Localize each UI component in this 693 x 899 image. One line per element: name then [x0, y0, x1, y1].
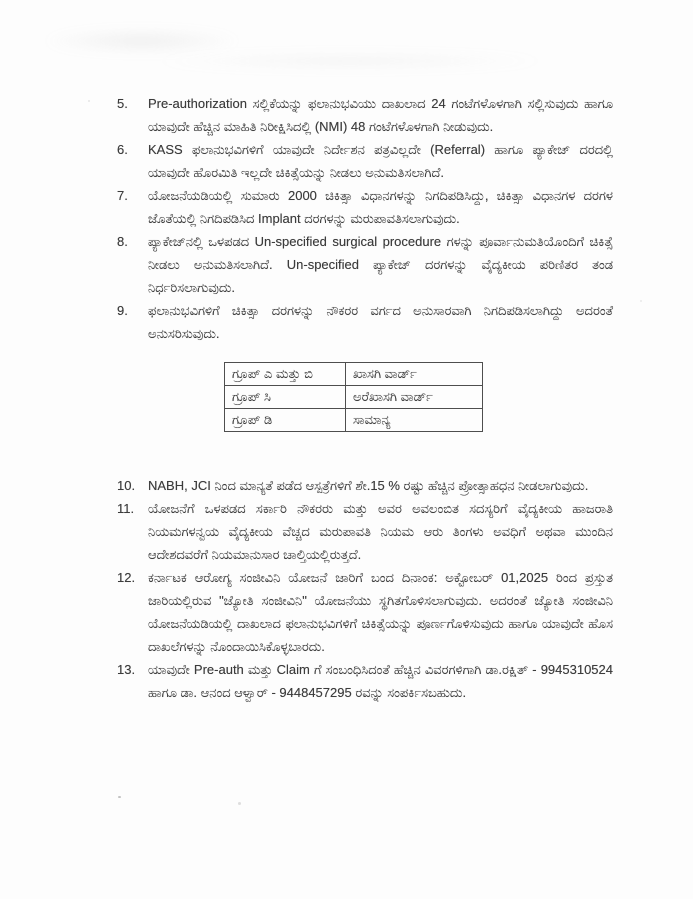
- item-text: ಯಾವುದೇ Pre-auth ಮತ್ತು Claim ಗೆ ಸಂಬಂಧಿಸಿದಂತೆ ಹೆಚ್ಚಿನ ವಿವರಗಳಿಗಾಗಿ ಡಾ.ರಕ್ಷಿತ್ - 9945310524 ಹಾಗೂ ಡಾ. ಆನಂದ ಆಳ್ವಾರ್ - 9448457295 ರವನ್ನು ಸಂಪರ್ಕಿಸಬಹುದು.: [148, 662, 613, 700]
- item-text: ಕರ್ನಾಟಕ ಆರೋಗ್ಯ ಸಂಜೀವಿನಿ ಯೋಜನೆ ಜಾರಿಗೆ ಬಂದ ದಿನಾಂಕ: ಅಕ್ಟೋಬರ್ 01,2025 ರಿಂದ ಪ್ರಸ್ತುತ ಜಾರಿಯಲ್ಲಿರುವ "ಜ್ಯೋತಿ ಸಂಜೀವಿನಿ" ಯೋಜನೆಯು ಸ್ಥಗಿತಗೊಳಿಸಲಾಗುವುದು. ಅದರಂತೆ ಜ್ಯೋತಿ ಸಂಜೀವಿನಿ ಯೋಜನೆಯಡಿಯಲ್ಲಿ ದಾಖಲಾದ ಫಲಾನುಭವಿಗಳಿಗೆ ಚಿಕಿತ್ಸೆಯನ್ನು ಪೂರ್ಣಗೊಳಿಸುವುದು ಹಾಗೂ ಯಾವುದೇ ಹೊಸ ದಾಖಲೆಗಳನ್ನು ನೊಂದಾಯಿಸಿಕೊಳ್ಳಬಾರದು.: [148, 570, 613, 654]
- item-text: ಯೋಜನೆಗೆ ಒಳಪಡದ ಸರ್ಕಾರಿ ನೌಕರರು ಮತ್ತು ಅವರ ಅವಲಂಬಿತ ಸದಸ್ಯರಿಗೆ ವೈದ್ಯಕೀಯ ಹಾಜರಾತಿ ನಿಯಮಗಳನ್ವಯ ವೈದ್ಯಕೀಯ ವೆಚ್ಚದ ಮರುಪಾವತಿ ನಿಯಮ ಆರು ತಿಂಗಳು ಅವಧಿಗೆ ಅಥವಾ ಮುಂದಿನ ಆದೇಶದವರೆಗೆ ನಿಯಮಾನುಸಾರ ಚಾಲ್ತಿಯಲ್ಲಿರುತ್ತದೆ.: [148, 501, 613, 562]
- item-text: KASS ಫಲಾನುಭವಿಗಳಿಗೆ ಯಾವುದೇ ನಿರ್ದೇಶನ ಪತ್ರವಿಲ್ಲದೇ (Referral) ಹಾಗೂ ಪ್ಯಾಕೇಜ್ ದರದಲ್ಲಿ ಯಾವುದೇ ಹೊರಮಿತಿ ಇಲ್ಲದೇ ಚಿಕಿತ್ಸೆಯನ್ನು ನೀಡಲು ಅನುಮತಿಸಲಾಗಿದೆ.: [148, 142, 613, 180]
- table-cell-ward: ಖಾಸಗಿ ವಾರ್ಡ್: [346, 363, 483, 386]
- item-text: NABH, JCI ನಿಂದ ಮಾನ್ಯತೆ ಪಡೆದ ಆಸ್ಪತ್ರೆಗಳಿಗೆ ಶೇ.15 % ರಷ್ಟು ಹೆಚ್ಚಿನ ಪ್ರೋತ್ಸಾಹಧನ ನೀಡಲಾಗುವುದು.: [148, 478, 589, 493]
- list-item-6: [117, 138, 613, 184]
- table-row: [225, 409, 483, 432]
- table-cell-group: ಗ್ರೂಪ್ ಸಿ: [225, 386, 346, 409]
- item-number: 5.: [117, 96, 128, 111]
- item-number: 9.: [117, 303, 128, 318]
- scan-speck: [118, 796, 121, 798]
- item-text: Pre-authorization ಸಲ್ಲಿಕೆಯನ್ನು ಫಲಾನುಭವಿಯು ದಾಖಲಾದ 24 ಗಂಟೆಗಳೊಳಗಾಗಿ ಸಲ್ಲಿಸುವುದು ಹಾಗೂ ಯಾವುದೇ ಹೆಚ್ಚಿನ ಮಾಹಿತಿ ನಿರೀಕ್ಷಿಸಿದಲ್ಲಿ (NMI) 48 ಗಂಟೆಗಳೊಳಗಾಗಿ ನೀಡುವುದು.: [148, 96, 613, 134]
- table-cell-ward: ಅರೆಖಾಸಗಿ ವಾರ್ಡ್: [346, 386, 483, 409]
- scan-smudge: [42, 28, 242, 54]
- table-cell-group: ಗ್ರೂಪ್ ಎ ಮತ್ತು ಬಿ: [225, 363, 346, 386]
- item-number: 7.: [117, 188, 128, 203]
- item-number: 11.: [117, 501, 135, 516]
- list-item-9: [117, 299, 613, 345]
- table-cell-group: ಗ್ರೂಪ್ ಡಿ: [225, 409, 346, 432]
- table-row: [225, 363, 483, 386]
- scan-speck: [88, 100, 90, 102]
- item-text: ಪ್ಯಾಕೇಜ್‌ನಲ್ಲಿ ಒಳಪಡದ Un-specified surgical procedure ಗಳನ್ನು ಪೂರ್ವಾನುಮತಿಯೊಂದಿಗೆ ಚಿಕಿತ್ಸೆ ನೀಡಲು ಅನುಮತಿಸಲಾಗಿದೆ. Un-specified ಪ್ಯಾಕೇಜ್ ದರಗಳನ್ನು ವೈದ್ಯಕೀಯ ಪರಿಣಿತರ ತಂಡ ನಿರ್ಧರಿಸಲಾಗುವುದು.: [148, 234, 613, 295]
- item-number: 10.: [117, 478, 136, 493]
- list-item-10: [117, 474, 613, 497]
- group-ward-table: [224, 362, 483, 432]
- table-cell-ward: ಸಾಮಾನ್ಯ: [346, 409, 483, 432]
- item-number: 13.: [117, 662, 136, 677]
- item-number: 6.: [117, 142, 128, 157]
- list-item-5: [117, 92, 613, 138]
- item-text: ಯೋಜನೆಯಡಿಯಲ್ಲಿ ಸುಮಾರು 2000 ಚಿಕಿತ್ಸಾ ವಿಧಾನಗಳನ್ನು ನಿಗದಿಪಡಿಸಿದ್ದು, ಚಿಕಿತ್ಸಾ ವಿಧಾನಗಳ ದರಗಳ ಜೊತೆಯಲ್ಲಿ ನಿಗದಿಪಡಿಸಿದ Implant ದರಗಳನ್ನು ಮರುಪಾವತಿಸಲಾಗುವುದು.: [148, 188, 613, 226]
- list-item-11: [117, 497, 613, 566]
- item-number: 8.: [117, 234, 128, 249]
- numbered-list: [117, 92, 613, 704]
- list-item-12: [117, 566, 613, 658]
- scan-smudge: [150, 52, 550, 70]
- scan-speck: [238, 802, 241, 805]
- list-item-13: [117, 658, 613, 704]
- scan-speck: [640, 300, 642, 302]
- item-text: ಫಲಾನುಭವಿಗಳಿಗೆ ಚಿಕಿತ್ಸಾ ದರಗಳನ್ನು ನೌಕರರ ವರ್ಗದ ಅನುಸಾರವಾಗಿ ನಿಗದಿಪಡಿಸಲಾಗಿದ್ದು ಅದರಂತೆ ಅನುಸರಿಸುವುದು.: [148, 303, 613, 341]
- item-number: 12.: [117, 570, 136, 585]
- list-item-8: [117, 230, 613, 299]
- list-item-7: [117, 184, 613, 230]
- table-row: [225, 386, 483, 409]
